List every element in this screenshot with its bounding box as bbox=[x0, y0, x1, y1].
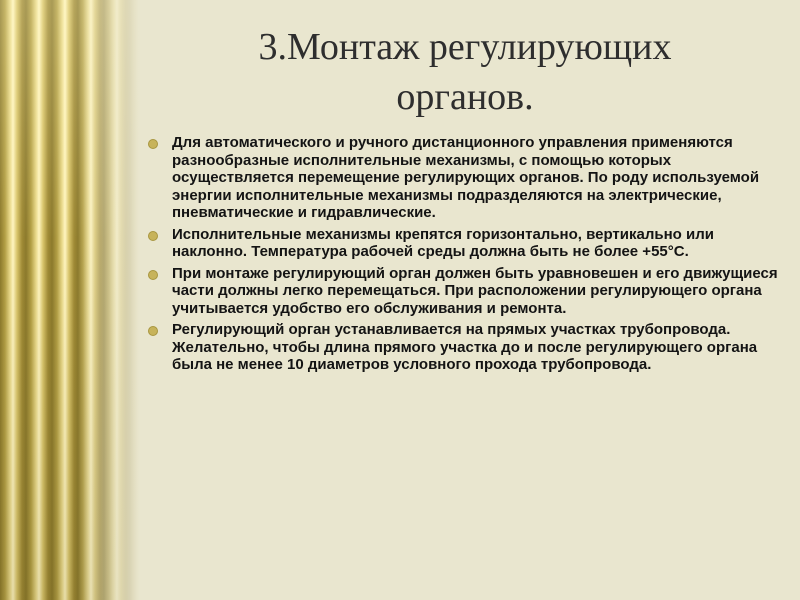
slide-title-line-1: 3.Монтаж регулирующих bbox=[258, 26, 672, 68]
bullet-dot-icon bbox=[148, 270, 158, 280]
bullet-item bbox=[148, 134, 788, 222]
bullet-text: Исполнительные механизмы крепятся горизонтально, вертикально или наклонно. Температура рабочей среды должна быть не более +55°С. bbox=[172, 225, 714, 260]
bullet-text: Для автоматического и ручного дистанционного управления применяются разнообразные исполнительные механизмы, с помощью которых осуществляется перемещение регулирующих органов. По роду используемой энергии исполнительные механизмы подразделяются на электрические, пневматические и гидравлические. bbox=[172, 134, 760, 221]
curtain-fade bbox=[0, 0, 140, 600]
bullet-list bbox=[148, 134, 788, 378]
bullet-dot-icon bbox=[148, 326, 158, 336]
bullet-item bbox=[148, 321, 788, 374]
bullet-dot-icon bbox=[148, 231, 158, 241]
bullet-text: При монтаже регулирующий орган должен быть уравновешен и его движущиеся части должны легко перемещаться. При расположении регулирующего органа учитывается удобство его обслуживания и ремонта. bbox=[172, 264, 778, 317]
bullet-item bbox=[148, 226, 788, 261]
slide-title-line-2: органов. bbox=[396, 76, 534, 118]
slide-title bbox=[150, 22, 780, 122]
bullet-item bbox=[148, 265, 788, 318]
bullet-text: Регулирующий орган устанавливается на прямых участках трубопровода. Желательно, чтобы длина прямого участка до и после регулирующего органа была не менее 10 диаметров условного прохода трубопровода. bbox=[172, 321, 758, 373]
bullet-dot-icon bbox=[148, 139, 158, 149]
